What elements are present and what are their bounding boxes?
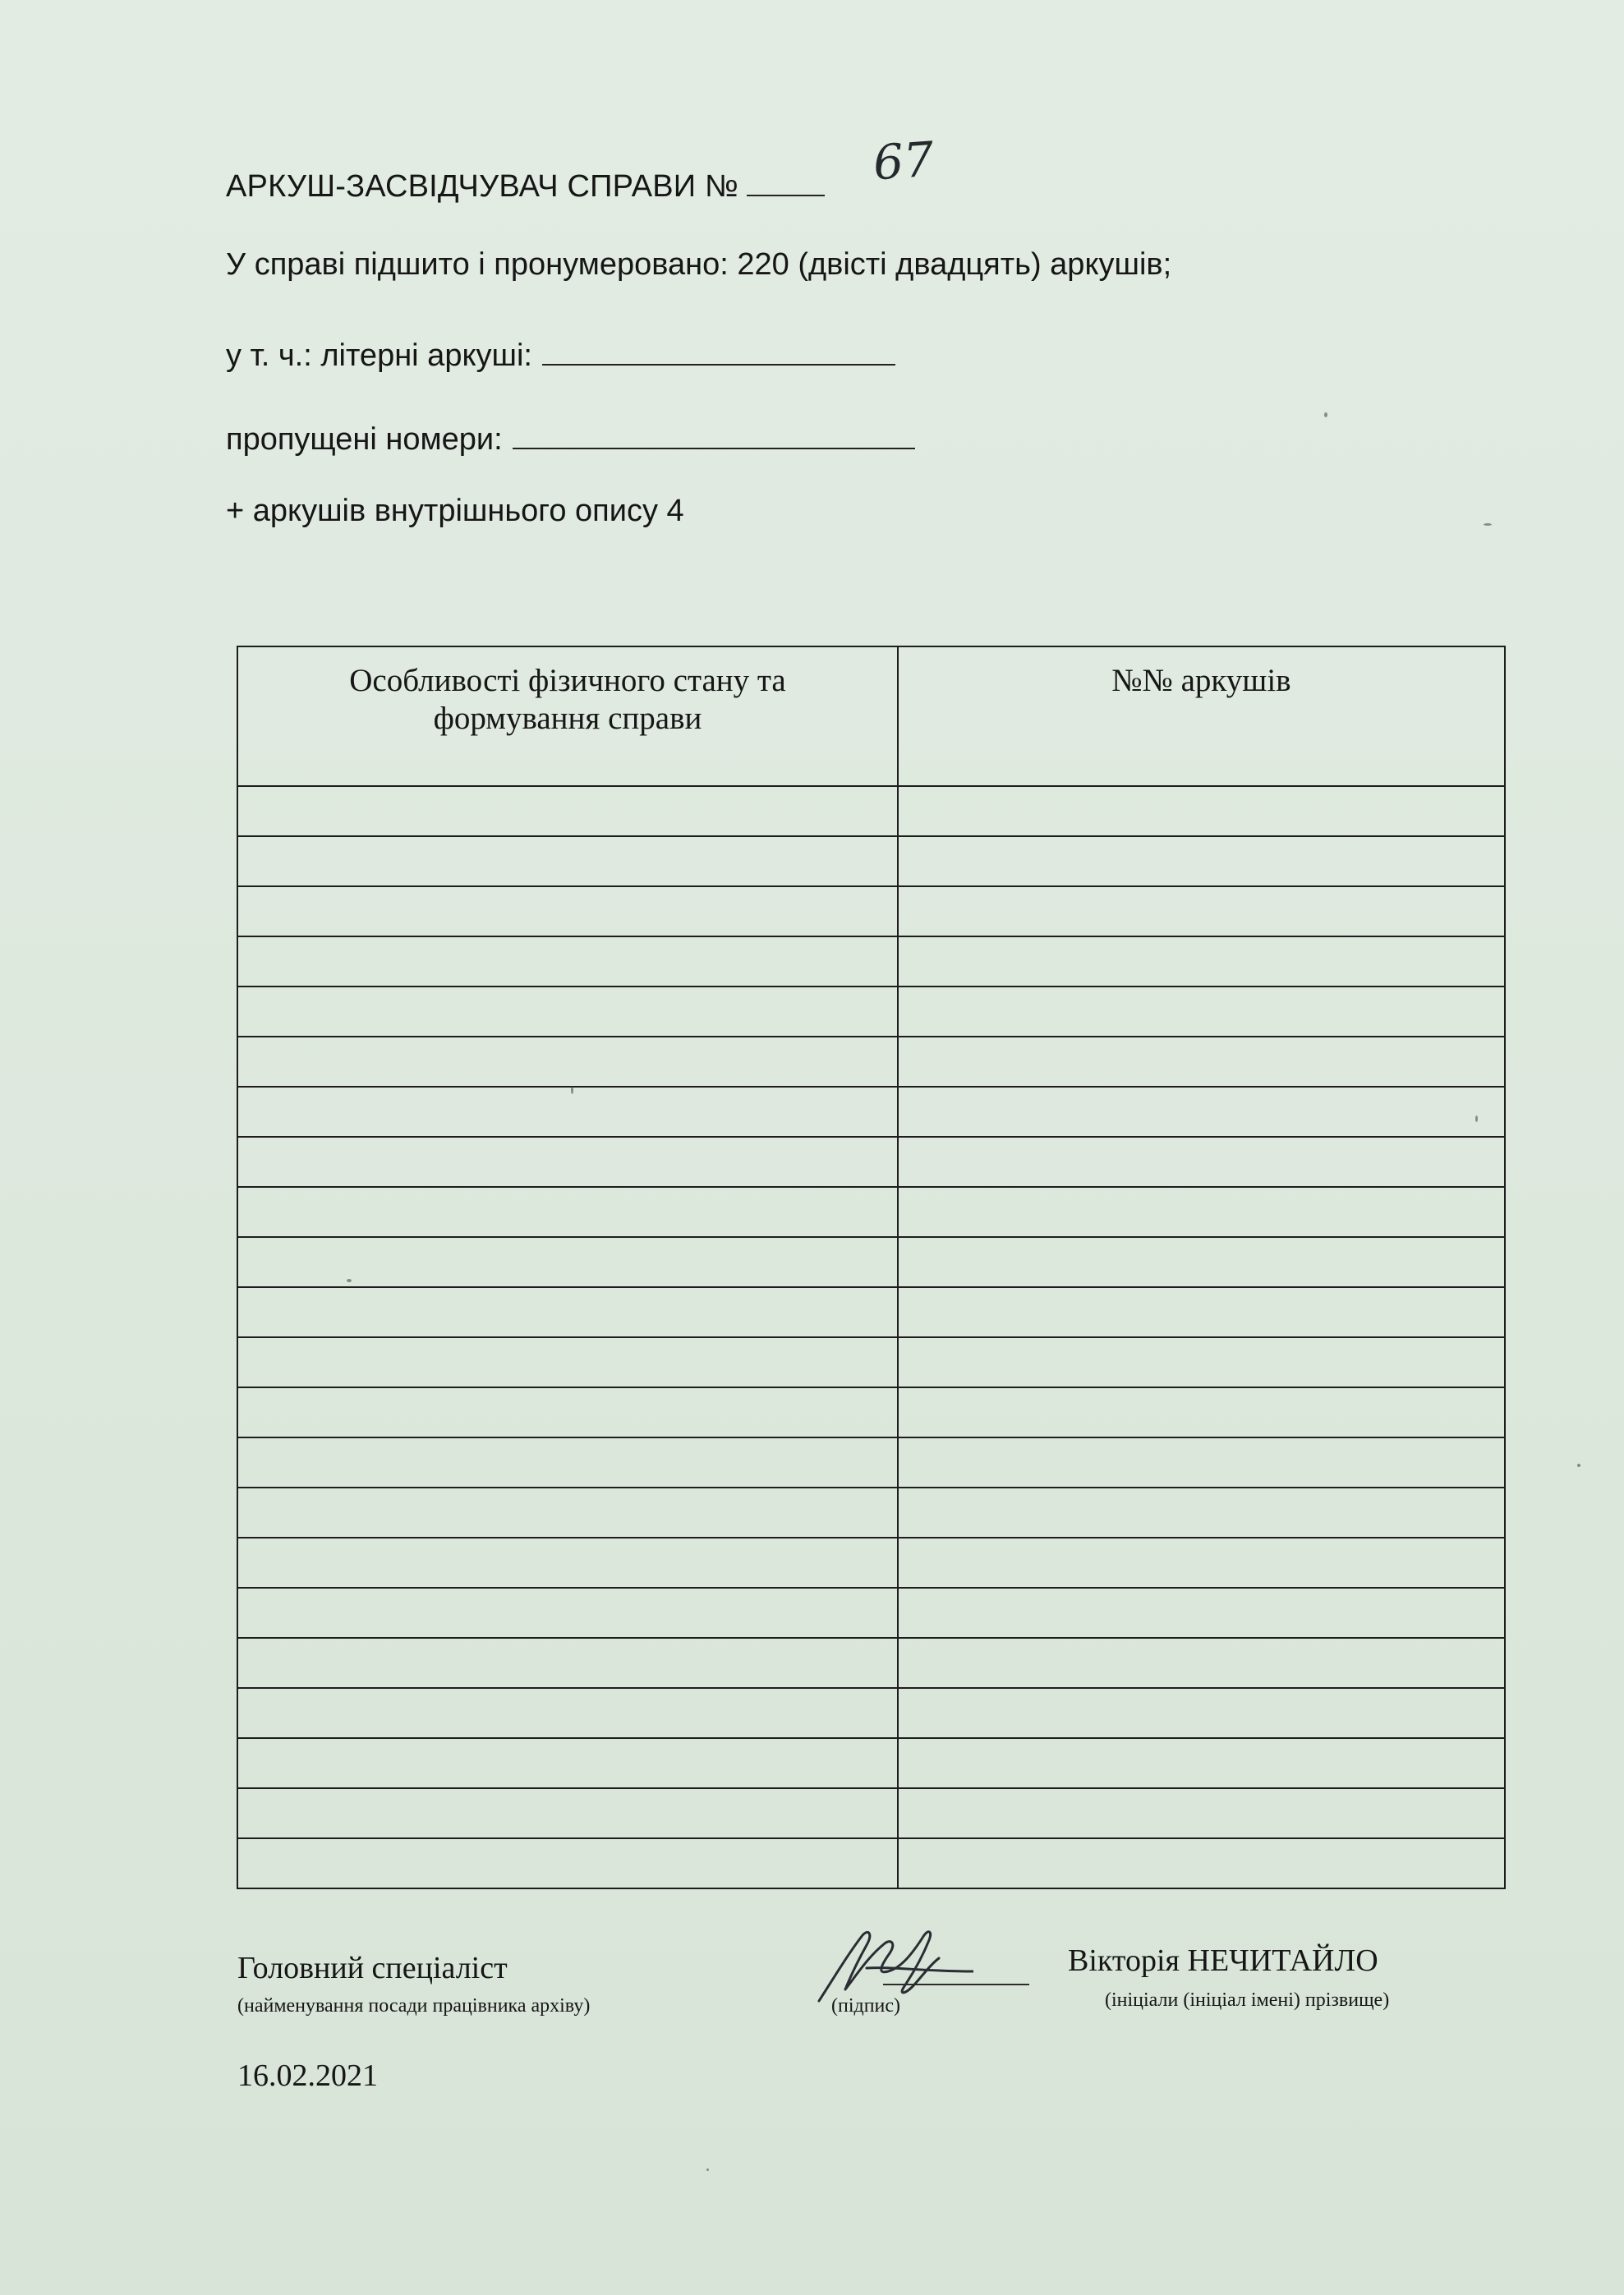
paper-speck bbox=[1475, 1115, 1478, 1122]
header-condition-line2: формування справи bbox=[433, 701, 702, 737]
title-text: АРКУШ-ЗАСВІДЧУВАЧ СПРАВИ № bbox=[226, 168, 739, 204]
sheet-numbers-cell bbox=[898, 836, 1505, 886]
sheet-numbers-cell bbox=[898, 1237, 1505, 1287]
condition-cell bbox=[237, 1187, 898, 1237]
footer-date: 16.02.2021 bbox=[237, 2058, 378, 2093]
sheet-numbers-cell bbox=[898, 1488, 1505, 1538]
letter-sheets-label: у т. ч.: літерні аркуші: bbox=[226, 338, 532, 373]
missing-numbers-blank bbox=[513, 415, 915, 449]
condition-cell bbox=[237, 1337, 898, 1387]
condition-cell bbox=[237, 1538, 898, 1588]
sheet-numbers-cell bbox=[898, 1137, 1505, 1187]
condition-cell bbox=[237, 786, 898, 836]
table-row bbox=[237, 1588, 1505, 1638]
summary-line-3 bbox=[226, 415, 915, 458]
paper-speck bbox=[706, 2169, 709, 2171]
paper-speck bbox=[1324, 412, 1327, 417]
footer-role: Головний спеціаліст bbox=[237, 1951, 508, 1985]
sheet-numbers-cell bbox=[898, 1538, 1505, 1588]
case-condition-table bbox=[237, 646, 1506, 1889]
missing-numbers-label: пропущені номери: bbox=[226, 421, 503, 457]
signature-line bbox=[883, 1984, 1029, 1985]
sheet-numbers-cell bbox=[898, 1287, 1505, 1337]
table-row bbox=[237, 1738, 1505, 1788]
footer-name: Вікторія НЕЧИТАЙЛО bbox=[1068, 1943, 1378, 1978]
sheet-numbers-cell bbox=[898, 1037, 1505, 1087]
condition-cell bbox=[237, 886, 898, 936]
table-row bbox=[237, 1087, 1505, 1137]
condition-cell bbox=[237, 1488, 898, 1538]
table-row bbox=[237, 936, 1505, 987]
condition-cell bbox=[237, 836, 898, 886]
condition-cell bbox=[237, 1237, 898, 1287]
sheet-numbers-cell bbox=[898, 786, 1505, 836]
header-condition bbox=[237, 646, 898, 786]
table-row bbox=[237, 1037, 1505, 1087]
sheet-numbers-cell bbox=[898, 1187, 1505, 1237]
condition-cell bbox=[237, 1287, 898, 1337]
sheet-numbers-cell bbox=[898, 1387, 1505, 1437]
summary-line-2 bbox=[226, 331, 895, 375]
table-row bbox=[237, 836, 1505, 886]
sheet-numbers-cell bbox=[898, 1638, 1505, 1688]
sheet-numbers-cell bbox=[898, 1738, 1505, 1788]
condition-cell bbox=[237, 1137, 898, 1187]
document-title bbox=[226, 162, 825, 205]
table-row bbox=[237, 1538, 1505, 1588]
table-row bbox=[237, 1638, 1505, 1688]
table-row bbox=[237, 886, 1505, 936]
footer-name-hint: (ініціали (ініціал імені) прізвище) bbox=[1105, 1989, 1390, 2011]
sheet-numbers-cell bbox=[898, 1688, 1505, 1738]
paper-speck bbox=[571, 1086, 573, 1094]
table-row bbox=[237, 1137, 1505, 1187]
table-row bbox=[237, 1838, 1505, 1888]
sheet-numbers-cell bbox=[898, 1588, 1505, 1638]
sheet-numbers-cell bbox=[898, 1788, 1505, 1838]
condition-cell bbox=[237, 1037, 898, 1087]
condition-cell bbox=[237, 1688, 898, 1738]
header-condition-line1: Особливості фізичного стану та bbox=[349, 663, 786, 698]
condition-cell bbox=[237, 936, 898, 987]
table-row bbox=[237, 1688, 1505, 1738]
paper-speck bbox=[1577, 1464, 1580, 1467]
condition-cell bbox=[237, 1387, 898, 1437]
case-number-blank bbox=[747, 162, 825, 196]
signature-hint: (підпис) bbox=[831, 1995, 901, 2017]
sheet-numbers-cell bbox=[898, 1437, 1505, 1488]
header-sheet-numbers: №№ аркушів bbox=[898, 646, 1505, 786]
table-row bbox=[237, 1187, 1505, 1237]
condition-cell bbox=[237, 1638, 898, 1688]
summary-line-1: У справі підшито і пронумеровано: 220 (двісті двадцять) аркушів; bbox=[226, 247, 1172, 282]
condition-cell bbox=[237, 1838, 898, 1888]
table-row bbox=[237, 1387, 1505, 1437]
table-row bbox=[237, 1488, 1505, 1538]
sheet-numbers-cell bbox=[898, 936, 1505, 987]
letter-sheets-blank bbox=[542, 331, 895, 366]
table-row bbox=[237, 786, 1505, 836]
condition-cell bbox=[237, 987, 898, 1037]
sheet-numbers-cell bbox=[898, 1087, 1505, 1137]
table-row bbox=[237, 1287, 1505, 1337]
table-row bbox=[237, 1437, 1505, 1488]
summary-line-4: + аркушів внутрішнього опису 4 bbox=[226, 494, 684, 528]
table-header-row bbox=[237, 646, 1505, 786]
table-row bbox=[237, 987, 1505, 1037]
sheet-numbers-cell bbox=[898, 987, 1505, 1037]
condition-cell bbox=[237, 1738, 898, 1788]
condition-cell bbox=[237, 1087, 898, 1137]
paper-speck bbox=[347, 1279, 352, 1282]
paper-speck bbox=[1484, 523, 1492, 526]
sheet-numbers-cell bbox=[898, 1838, 1505, 1888]
table-body bbox=[237, 786, 1505, 1888]
condition-cell bbox=[237, 1437, 898, 1488]
footer-role-hint: (найменування посади працівника архіву) bbox=[237, 1995, 591, 2017]
table-row bbox=[237, 1788, 1505, 1838]
sheet-numbers-cell bbox=[898, 886, 1505, 936]
handwritten-case-number: 67 bbox=[871, 131, 936, 191]
condition-cell bbox=[237, 1788, 898, 1838]
condition-cell bbox=[237, 1588, 898, 1638]
table-row bbox=[237, 1337, 1505, 1387]
sheet-numbers-cell bbox=[898, 1337, 1505, 1387]
table-row bbox=[237, 1237, 1505, 1287]
